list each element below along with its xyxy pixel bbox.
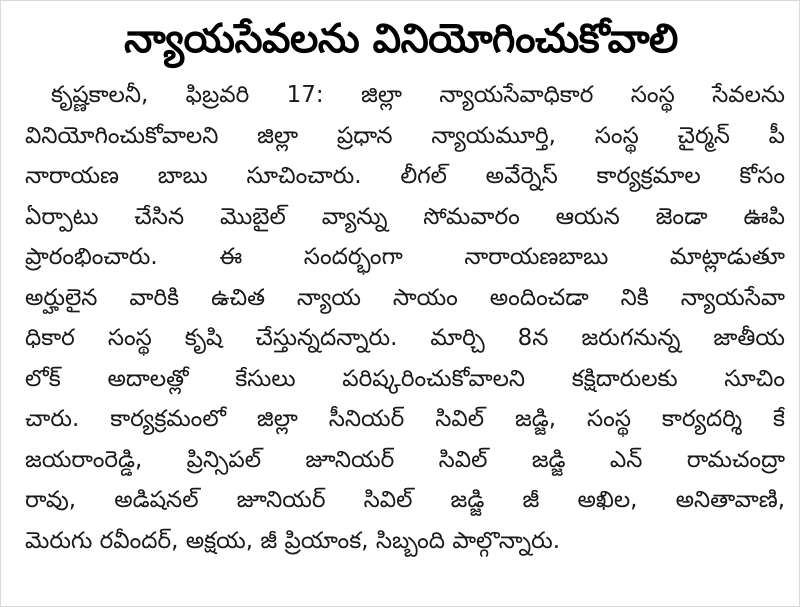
article-line: జయరాంరెడ్డి, ప్రిన్సిపల్ జూనియర్ సివిల్ జడ్జి ఎన్ రామచంద్రా	[25, 446, 785, 473]
article-line: వినియోగించుకోవాలని జిల్లా ప్రధాన న్యాయమూర్తి, సంస్థ చైర్మన్ పీ	[25, 122, 785, 149]
article-line: కృష్ణకాలనీ, ఫిబ్రవరి 17: జిల్లా న్యాయసేవాధికార సంస్థ సేవలను	[51, 82, 785, 108]
article-line: ఏర్పాటు చేసిన మొబైల్ వ్యాన్ను సోమవారం ఆయన జెండా ఊపి	[25, 203, 785, 230]
article-line: అర్హులైన వారికి ఉచిత న్యాయ సాయం అందించడా నికి న్యాయసేవా	[25, 284, 785, 311]
article-line: నారాయణ బాబు సూచించారు. లీగల్ అవేర్నెస్ కార్యక్రమాల కోసం	[25, 163, 785, 189]
article-body	[25, 75, 785, 561]
article-line: ధికార సంస్థ కృషి చేస్తున్నదన్నారు. మార్చి 8న జరుగనున్న జాతీయ	[25, 325, 785, 351]
article-line: రావు, అడిషనల్ జూనియర్ సివిల్ జడ్జి జీ అఖిల, అనితావాణి,	[25, 487, 785, 513]
article-headline: న్యాయసేవలను వినియోగించుకోవాలి	[124, 16, 678, 62]
article-line: చారు. కార్యక్రమంలో జిల్లా సీనియర్ సివిల్ జడ్జి, సంస్థ కార్యదర్శి కే	[25, 406, 785, 432]
article-line: లోక్ అదాలత్లో కేసులు పరిష్కరించుకోవాలని కక్షిదారులకు సూచిం	[25, 365, 785, 392]
article-line: మెరుగు రవీందర్, అక్షయ, జీ ప్రియాంక, సిబ్బంది పాల్గొన్నారు.	[25, 527, 561, 554]
article-line: ప్రారంభించారు. ఈ సందర్భంగా నారాయణబాబు మాట్లాడుతూ	[25, 244, 785, 270]
